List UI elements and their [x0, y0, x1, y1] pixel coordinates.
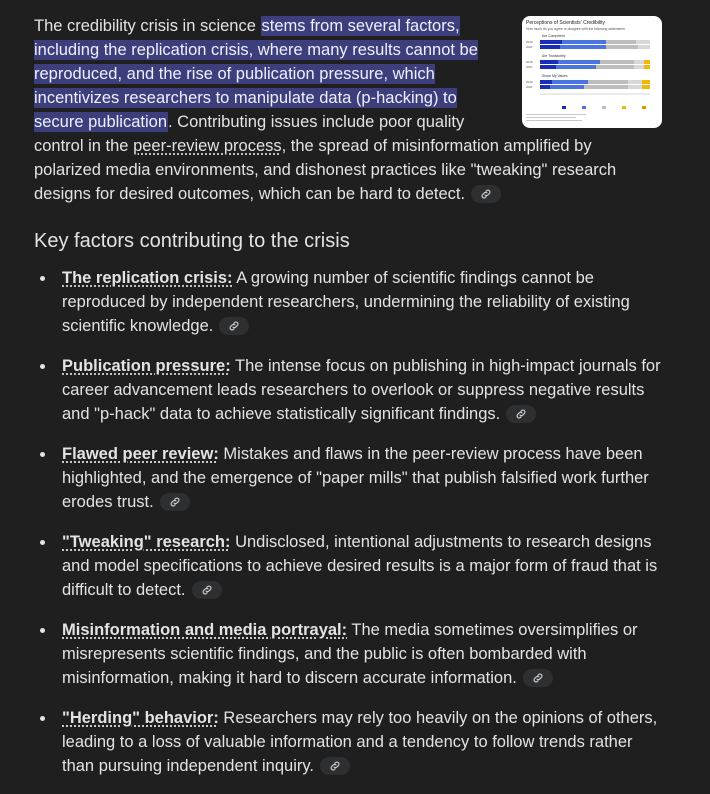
svg-text:2021: 2021 [526, 85, 533, 89]
list-item [34, 354, 664, 426]
citation-chip[interactable] [219, 317, 249, 335]
link-icon [532, 672, 544, 684]
thumb-section-label: Are Competent [542, 34, 565, 38]
link-icon [201, 584, 213, 596]
citation-chip[interactable] [523, 669, 553, 687]
factor-text: Mistakes and flaws in the peer-review process have been highlighted, and the emergence of "paper mills" that publish falsified work further erodes trust. [62, 445, 649, 511]
list-item [34, 266, 664, 338]
section-heading: Key factors contributing to the crisis [34, 230, 350, 252]
citation-chip[interactable] [192, 581, 222, 599]
citation-chip[interactable] [471, 185, 501, 203]
list-item [34, 530, 664, 602]
thumb-section-label: Are Trustworthy [542, 54, 566, 58]
list-item [34, 706, 664, 778]
list-item [34, 618, 664, 690]
citation-chip[interactable] [506, 405, 536, 423]
intro-paragraph [34, 14, 658, 206]
link-icon [515, 408, 527, 420]
thumb-title: Perceptions of Scientists' Credibility [526, 20, 606, 26]
factor-term[interactable]: Publication pressure: [62, 357, 231, 375]
factor-term[interactable]: "Tweaking" research: [62, 533, 231, 551]
factor-text: The media sometimes oversimplifies or misrepresents scientific findings, and the public is often bombarded with misinformation, making it hard to discern accurate information. [62, 621, 638, 687]
thumb-subtitle: How much do you agree or disagree with the following statements [526, 27, 625, 31]
factor-term[interactable]: Misinformation and media portrayal: [62, 621, 348, 639]
svg-text:2021: 2021 [526, 45, 533, 49]
intro-lead: The credibility crisis in science [34, 17, 261, 35]
thumb-section-label: Share My Values [542, 74, 568, 78]
link-icon [169, 496, 181, 508]
factor-term[interactable]: Flawed peer review: [62, 445, 219, 463]
link-icon [228, 320, 240, 332]
factor-text: A growing number of scientific findings cannot be reproduced by independent researchers, undermining the reliability of existing scientific knowledge. [62, 269, 630, 335]
svg-text:2019: 2019 [526, 40, 533, 44]
highlighted-passage: stems from several factors, including the replication crisis, where many results cannot be reproduced, and the rise of publication pressure, which incentivizes researchers to manipulate data (p-hacking) to secure publication [34, 17, 478, 131]
factor-term[interactable]: The replication crisis: [62, 269, 233, 287]
link-icon [480, 188, 492, 200]
factor-text: Undisclosed, intentional adjustments to research designs and model specifications to achieve desired results is a major form of fraud that is difficult to detect. [62, 533, 658, 599]
citation-chip[interactable] [160, 493, 190, 511]
svg-text:2021: 2021 [526, 65, 533, 69]
factors-list [34, 266, 664, 794]
peer-review-link[interactable]: peer-review process [133, 137, 282, 155]
citation-chip[interactable] [320, 757, 350, 775]
intro-after-highlight: . Contributing issues include poor quality control in the [34, 113, 465, 155]
intro-tail: , the spread of misinformation amplified by polarized media environments, and dishonest practices like "tweaking" research designs for desired outcomes, which can be hard to detect. [34, 137, 617, 203]
svg-text:2019: 2019 [526, 80, 533, 84]
list-item [34, 442, 664, 514]
chart-thumbnail[interactable] [522, 16, 662, 128]
factor-text: The intense focus on publishing in high-impact journals for career advancement leads researchers to overlook or suppress negative results and "p-hack" data to achieve statistically significant findings. [62, 357, 661, 423]
svg-text:2019: 2019 [526, 60, 533, 64]
factor-term[interactable]: "Herding" behavior: [62, 709, 219, 727]
link-icon [329, 760, 341, 772]
factor-text: Researchers may rely too heavily on the opinions of others, leading to a loss of valuable information and a tendency to follow trends rather than pursuing independent inquiry. [62, 709, 658, 775]
